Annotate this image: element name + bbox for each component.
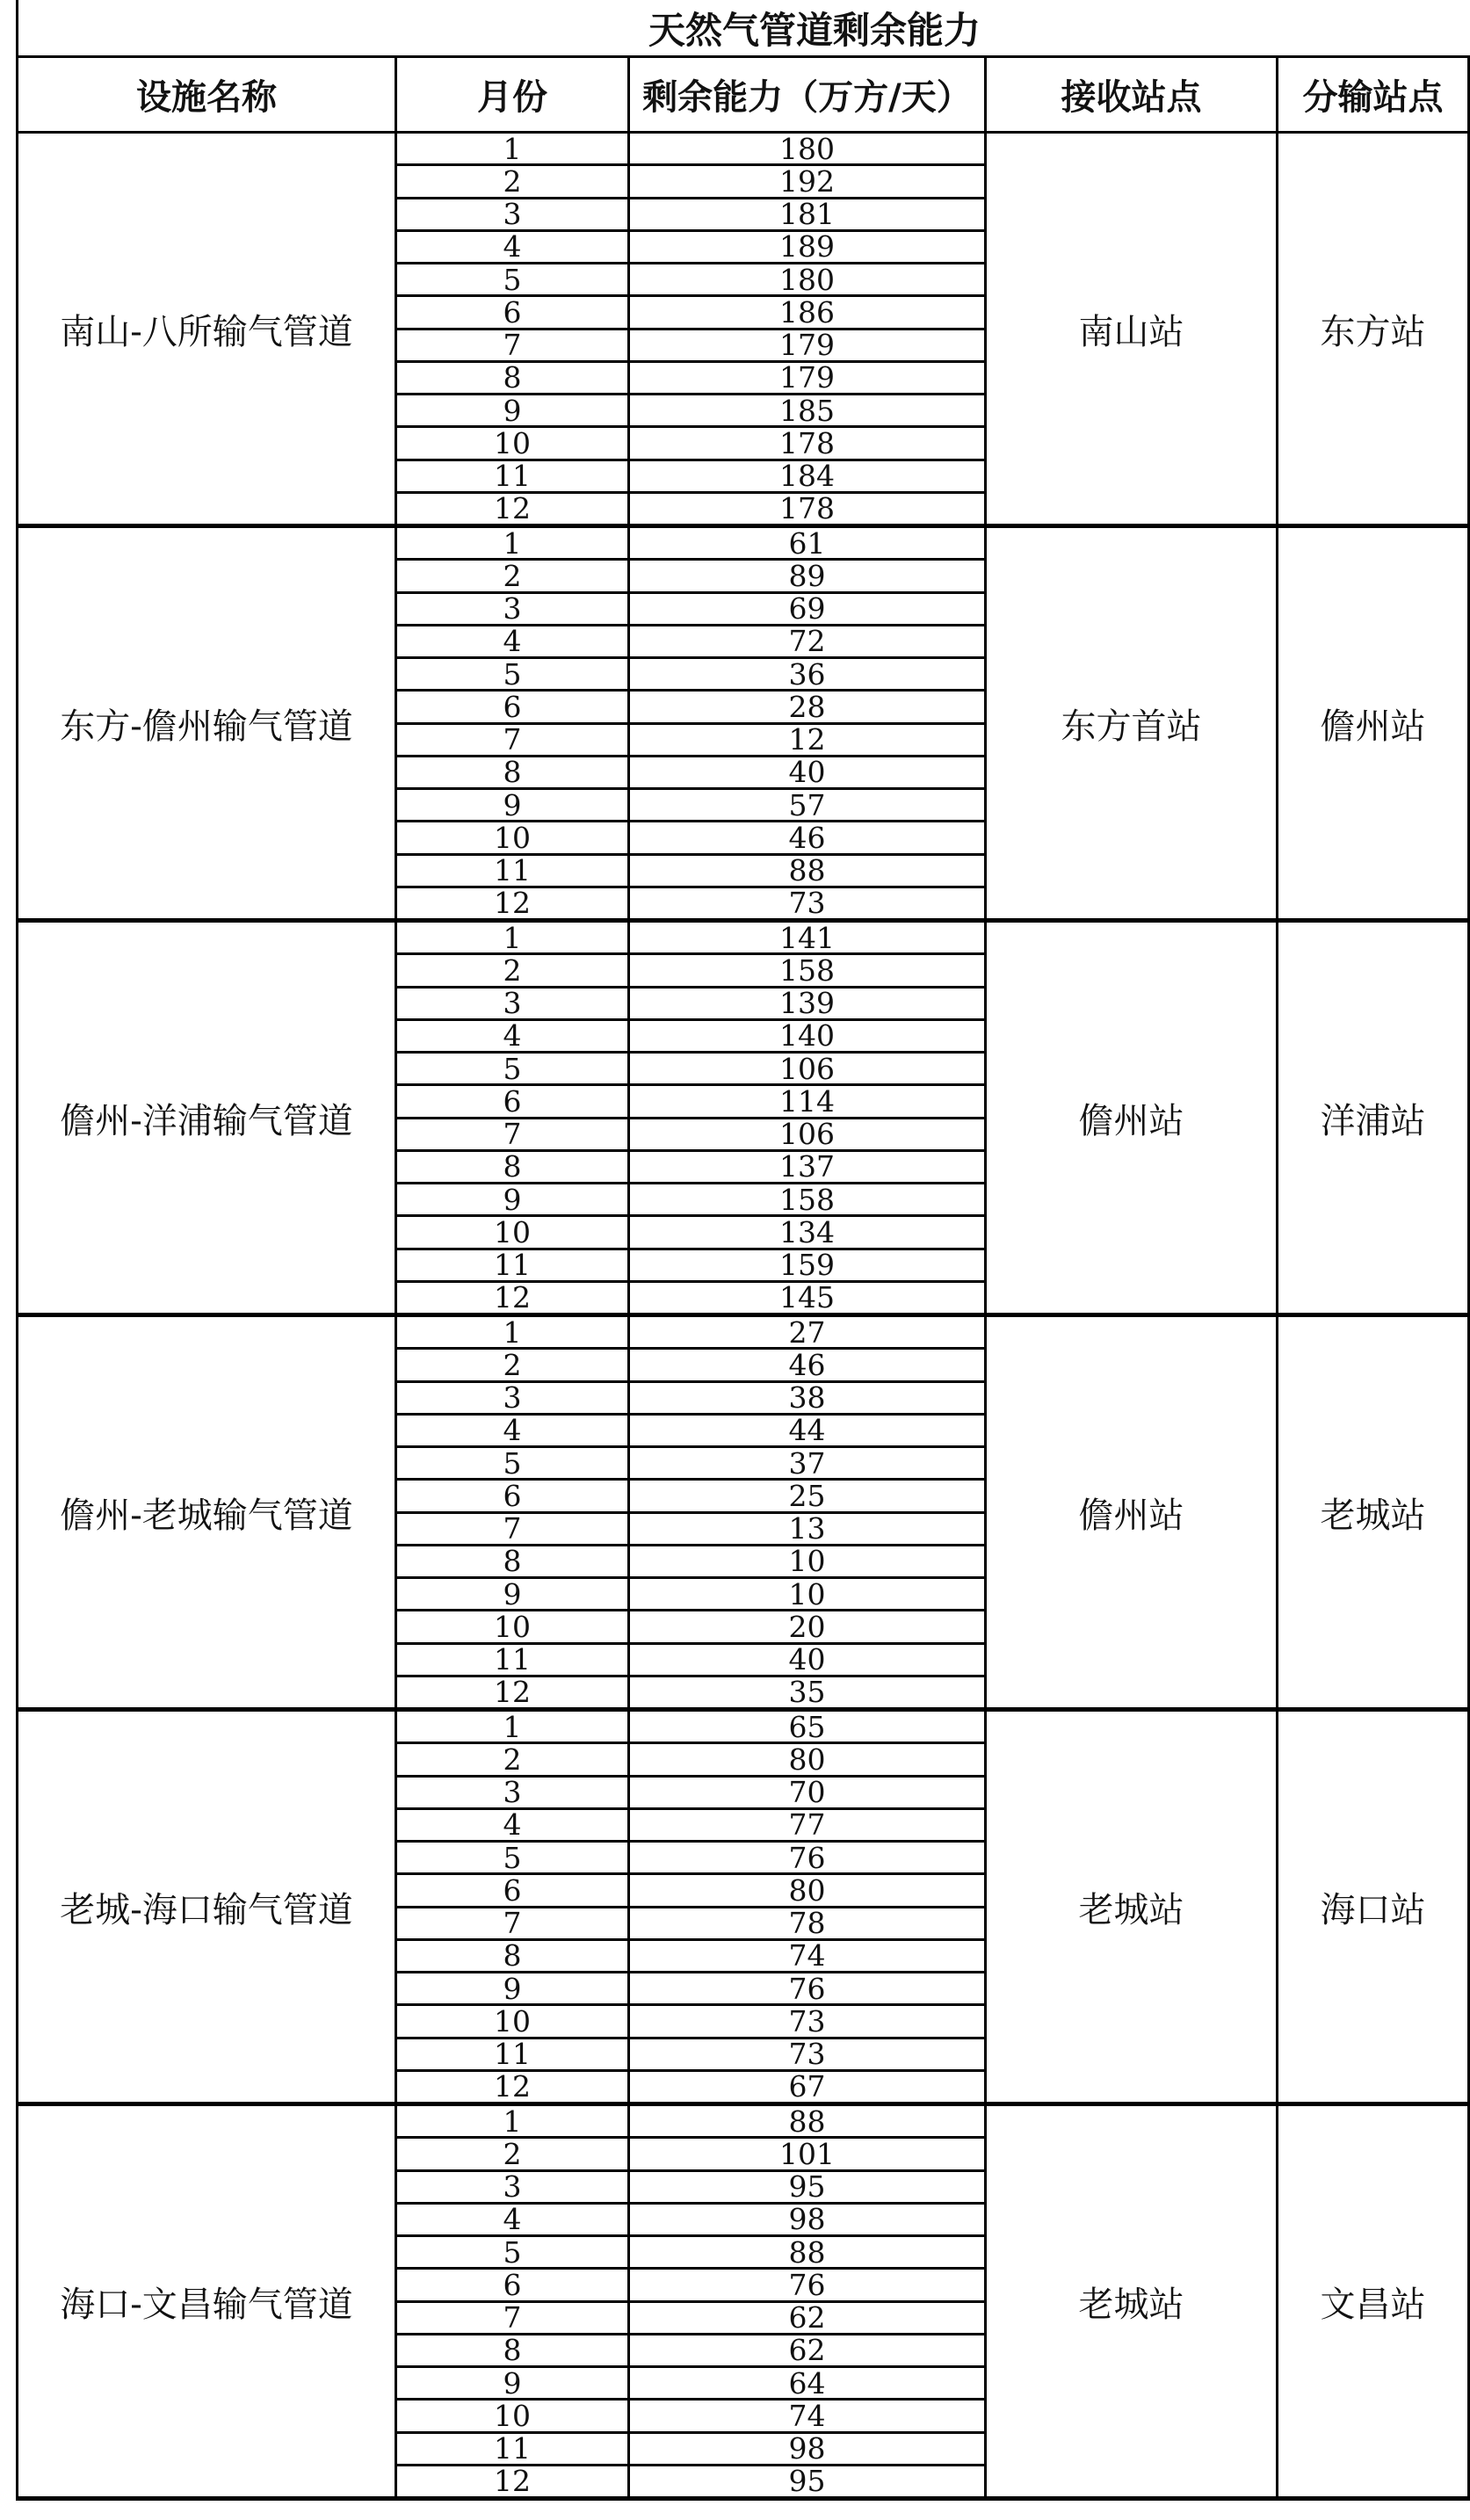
table-row [397, 1712, 987, 1744]
month-cell: 4 [397, 1021, 630, 1051]
delivery-station-cell: 文昌站 [1278, 2106, 1470, 2496]
month-cell: 11 [397, 1250, 630, 1280]
month-cell: 3 [397, 988, 630, 1018]
table-row [397, 528, 987, 561]
table-row [397, 1579, 987, 1611]
pipeline-group [16, 528, 1470, 923]
capacity-cell: 69 [630, 594, 987, 624]
month-cell: 10 [397, 1217, 630, 1247]
capacity-cell: 61 [630, 528, 987, 558]
month-cell: 10 [397, 1611, 630, 1641]
month-cell: 12 [397, 1677, 630, 1707]
capacity-cell: 88 [630, 2106, 987, 2136]
capacity-cell: 74 [630, 2401, 987, 2430]
table-row [397, 888, 987, 918]
capacity-cell: 178 [630, 494, 987, 524]
table-row [397, 955, 987, 988]
month-cell: 1 [397, 528, 630, 558]
capacity-cell: 62 [630, 2303, 987, 2333]
table-row [397, 1677, 987, 1707]
table-row [397, 2039, 987, 2072]
month-rows [397, 1712, 987, 2102]
capacity-cell: 44 [630, 1416, 987, 1445]
month-cell: 1 [397, 2106, 630, 2136]
facility-name-cell: 南山-八所输气管道 [18, 134, 397, 524]
receiving-station-cell: 儋州站 [987, 923, 1278, 1313]
capacity-cell: 13 [630, 1514, 987, 1544]
month-cell: 8 [397, 1152, 630, 1182]
table-row [397, 725, 987, 757]
capacity-cell: 40 [630, 1645, 987, 1675]
month-cell: 3 [397, 1778, 630, 1807]
capacity-cell: 145 [630, 1283, 987, 1313]
month-cell: 6 [397, 1481, 630, 1510]
table-row [397, 1514, 987, 1546]
table-row [397, 395, 987, 428]
capacity-cell: 74 [630, 1941, 987, 1971]
capacity-cell: 77 [630, 1810, 987, 1840]
month-cell: 11 [397, 2039, 630, 2069]
month-cell: 8 [397, 1546, 630, 1576]
month-cell: 3 [397, 199, 630, 229]
pipeline-group [16, 2106, 1470, 2501]
month-rows [397, 134, 987, 524]
month-cell: 6 [397, 692, 630, 721]
month-cell: 8 [397, 2335, 630, 2365]
delivery-station-cell: 东方站 [1278, 134, 1470, 524]
month-cell: 9 [397, 1973, 630, 2003]
month-cell: 2 [397, 955, 630, 985]
month-cell: 4 [397, 2205, 630, 2234]
delivery-station-cell: 老城站 [1278, 1317, 1470, 1707]
facility-name-cell: 儋州-洋浦输气管道 [18, 923, 397, 1313]
capacity-cell: 178 [630, 428, 987, 458]
month-cell: 5 [397, 2237, 630, 2267]
table-row [397, 1416, 987, 1448]
month-cell: 4 [397, 1416, 630, 1445]
month-cell: 7 [397, 1514, 630, 1544]
month-cell: 1 [397, 134, 630, 163]
capacity-cell: 179 [630, 363, 987, 393]
delivery-station-cell: 儋州站 [1278, 528, 1470, 918]
month-cell: 8 [397, 1941, 630, 1971]
header-facility-name: 设施名称 [18, 58, 397, 131]
capacity-cell: 27 [630, 1317, 987, 1347]
delivery-station-cell: 海口站 [1278, 1712, 1470, 2102]
month-cell: 2 [397, 2139, 630, 2169]
capacity-cell: 78 [630, 1908, 987, 1938]
capacity-cell: 76 [630, 1973, 987, 2003]
capacity-cell: 70 [630, 1778, 987, 1807]
month-cell: 10 [397, 2006, 630, 2036]
facility-name-cell: 海口-文昌输气管道 [18, 2106, 397, 2496]
capacity-cell: 46 [630, 1350, 987, 1379]
month-cell: 4 [397, 626, 630, 656]
month-cell: 7 [397, 330, 630, 360]
capacity-cell: 185 [630, 395, 987, 425]
facility-name-cell: 老城-海口输气管道 [18, 1712, 397, 2102]
table-row [397, 1383, 987, 1416]
capacity-cell: 46 [630, 822, 987, 852]
capacity-cell: 98 [630, 2205, 987, 2234]
capacity-cell: 12 [630, 725, 987, 755]
facility-name-cell: 东方-儋州输气管道 [18, 528, 397, 918]
table-row [397, 494, 987, 524]
receiving-station-cell: 南山站 [987, 134, 1278, 524]
table-row [397, 1611, 987, 1644]
table-row [397, 626, 987, 659]
capacity-cell: 158 [630, 1184, 987, 1214]
header-delivery-station: 分输站点 [1278, 58, 1470, 131]
month-cell: 12 [397, 888, 630, 918]
capacity-cell: 38 [630, 1383, 987, 1413]
table-row [397, 659, 987, 692]
month-cell: 4 [397, 232, 630, 262]
table-row [397, 1941, 987, 1973]
capacity-cell: 73 [630, 2006, 987, 2036]
capacity-cell: 101 [630, 2139, 987, 2169]
month-cell: 5 [397, 1843, 630, 1872]
month-cell: 12 [397, 2072, 630, 2102]
table-row [397, 1875, 987, 1908]
table-row [397, 1021, 987, 1054]
month-rows [397, 1317, 987, 1707]
table-row [397, 199, 987, 232]
table-row [397, 2072, 987, 2102]
month-cell: 10 [397, 822, 630, 852]
month-cell: 11 [397, 461, 630, 491]
capacity-cell: 37 [630, 1448, 987, 1478]
month-cell: 8 [397, 757, 630, 787]
receiving-station-cell: 儋州站 [987, 1317, 1278, 1707]
capacity-cell: 159 [630, 1250, 987, 1280]
capacity-cell: 140 [630, 1021, 987, 1051]
table-row [397, 1119, 987, 1152]
table-row [397, 1350, 987, 1382]
pipeline-group [16, 1317, 1470, 1712]
capacity-cell: 76 [630, 2270, 987, 2299]
table-row [397, 1843, 987, 1875]
table-row [397, 1645, 987, 1677]
capacity-cell: 134 [630, 1217, 987, 1247]
receiving-station-cell: 东方首站 [987, 528, 1278, 918]
receiving-station-cell: 老城站 [987, 1712, 1278, 2102]
table-row [397, 1448, 987, 1481]
table-row [397, 363, 987, 395]
table-row [397, 1546, 987, 1579]
table-row [397, 1184, 987, 1217]
facility-name-cell: 儋州-老城输气管道 [18, 1317, 397, 1707]
capacity-cell: 40 [630, 757, 987, 787]
header-month: 月份 [397, 58, 630, 131]
capacity-cell: 189 [630, 232, 987, 262]
table-row [397, 1317, 987, 1350]
table-row [397, 1152, 987, 1184]
month-cell: 9 [397, 395, 630, 425]
table-row [397, 1810, 987, 1843]
month-cell: 12 [397, 494, 630, 524]
month-rows [397, 528, 987, 918]
pipeline-group [16, 923, 1470, 1317]
month-cell: 5 [397, 1448, 630, 1478]
table-row [397, 2368, 987, 2401]
capacity-cell: 35 [630, 1677, 987, 1707]
table-row [397, 1778, 987, 1810]
capacity-cell: 57 [630, 790, 987, 820]
table-row [397, 1054, 987, 1086]
capacity-cell: 10 [630, 1579, 987, 1609]
month-cell: 2 [397, 1350, 630, 1379]
capacity-cell: 88 [630, 2237, 987, 2267]
capacity-cell: 20 [630, 1611, 987, 1641]
table-row [397, 461, 987, 494]
table-row [397, 2466, 987, 2496]
month-cell: 12 [397, 1283, 630, 1313]
month-cell: 11 [397, 2434, 630, 2464]
capacity-cell: 179 [630, 330, 987, 360]
month-cell: 2 [397, 561, 630, 590]
table-row [397, 856, 987, 888]
month-cell: 1 [397, 1317, 630, 1347]
month-rows [397, 923, 987, 1313]
capacity-cell: 64 [630, 2368, 987, 2398]
capacity-cell: 114 [630, 1086, 987, 1116]
month-cell: 7 [397, 1119, 630, 1149]
table-row [397, 2205, 987, 2237]
table-row [397, 2401, 987, 2433]
delivery-station-cell: 洋浦站 [1278, 923, 1470, 1313]
pipeline-groups [16, 134, 1470, 2501]
table-row [397, 2237, 987, 2270]
capacity-cell: 73 [630, 2039, 987, 2069]
table-row [397, 923, 987, 955]
table-row [397, 1973, 987, 2006]
capacity-cell: 180 [630, 134, 987, 163]
table-row [397, 428, 987, 460]
capacity-cell: 158 [630, 955, 987, 985]
table-row [397, 757, 987, 790]
month-cell: 9 [397, 2368, 630, 2398]
month-cell: 10 [397, 2401, 630, 2430]
table-row [397, 822, 987, 855]
capacity-cell: 65 [630, 1712, 987, 1742]
month-cell: 4 [397, 1810, 630, 1840]
sheet-title: 天然气管道剩余能力 [16, 0, 1470, 58]
month-cell: 7 [397, 1908, 630, 1938]
month-cell: 6 [397, 1086, 630, 1116]
capacity-cell: 28 [630, 692, 987, 721]
table-row [397, 2335, 987, 2368]
month-cell: 3 [397, 594, 630, 624]
capacity-cell: 106 [630, 1119, 987, 1149]
table-row [397, 2139, 987, 2171]
table-row [397, 1481, 987, 1513]
capacity-cell: 186 [630, 297, 987, 327]
month-cell: 6 [397, 1875, 630, 1905]
table-row [397, 692, 987, 724]
month-cell: 9 [397, 790, 630, 820]
table-header [16, 58, 1470, 134]
capacity-cell: 106 [630, 1054, 987, 1083]
capacity-cell: 137 [630, 1152, 987, 1182]
pipeline-capacity-sheet [16, 0, 1470, 2501]
capacity-cell: 141 [630, 923, 987, 952]
table-row [397, 1908, 987, 1941]
month-cell: 9 [397, 1184, 630, 1214]
capacity-cell: 98 [630, 2434, 987, 2464]
capacity-cell: 180 [630, 264, 987, 294]
month-cell: 11 [397, 856, 630, 886]
capacity-cell: 184 [630, 461, 987, 491]
table-row [397, 2303, 987, 2335]
capacity-cell: 25 [630, 1481, 987, 1510]
capacity-cell: 80 [630, 1875, 987, 1905]
header-remaining-capacity: 剩余能力（万方/天） [630, 58, 987, 131]
capacity-cell: 73 [630, 888, 987, 918]
capacity-cell: 72 [630, 626, 987, 656]
table-row [397, 2006, 987, 2038]
capacity-cell: 62 [630, 2335, 987, 2365]
table-row [397, 561, 987, 593]
capacity-cell: 139 [630, 988, 987, 1018]
capacity-cell: 192 [630, 166, 987, 196]
month-cell: 5 [397, 264, 630, 294]
pipeline-group [16, 1712, 1470, 2106]
month-cell: 1 [397, 923, 630, 952]
month-cell: 7 [397, 725, 630, 755]
table-row [397, 594, 987, 626]
table-row [397, 988, 987, 1021]
month-cell: 11 [397, 1645, 630, 1675]
table-row [397, 264, 987, 297]
table-row [397, 2270, 987, 2302]
table-row [397, 790, 987, 822]
table-row [397, 134, 987, 166]
capacity-cell: 36 [630, 659, 987, 689]
month-cell: 2 [397, 1744, 630, 1774]
month-cell: 5 [397, 1054, 630, 1083]
month-cell: 3 [397, 1383, 630, 1413]
table-row [397, 1217, 987, 1249]
month-cell: 1 [397, 1712, 630, 1742]
capacity-cell: 10 [630, 1546, 987, 1576]
capacity-cell: 88 [630, 856, 987, 886]
capacity-cell: 89 [630, 561, 987, 590]
month-cell: 3 [397, 2172, 630, 2202]
month-cell: 10 [397, 428, 630, 458]
month-cell: 5 [397, 659, 630, 689]
capacity-cell: 67 [630, 2072, 987, 2102]
capacity-cell: 80 [630, 1744, 987, 1774]
month-rows [397, 2106, 987, 2496]
table-row [397, 232, 987, 264]
month-cell: 6 [397, 2270, 630, 2299]
capacity-cell: 95 [630, 2172, 987, 2202]
table-row [397, 1250, 987, 1283]
table-row [397, 1086, 987, 1119]
month-cell: 2 [397, 166, 630, 196]
month-cell: 7 [397, 2303, 630, 2333]
table-row [397, 166, 987, 199]
table-row [397, 330, 987, 363]
table-row [397, 1283, 987, 1313]
month-cell: 9 [397, 1579, 630, 1609]
capacity-cell: 95 [630, 2466, 987, 2496]
month-cell: 8 [397, 363, 630, 393]
month-cell: 12 [397, 2466, 630, 2496]
month-cell: 6 [397, 297, 630, 327]
capacity-cell: 76 [630, 1843, 987, 1872]
receiving-station-cell: 老城站 [987, 2106, 1278, 2496]
capacity-cell: 181 [630, 199, 987, 229]
table-row [397, 297, 987, 329]
table-row [397, 2172, 987, 2205]
pipeline-group [16, 134, 1470, 528]
table-row [397, 2106, 987, 2139]
table-row [397, 1744, 987, 1777]
header-receiving-station: 接收站点 [987, 58, 1278, 131]
table-row [397, 2434, 987, 2466]
